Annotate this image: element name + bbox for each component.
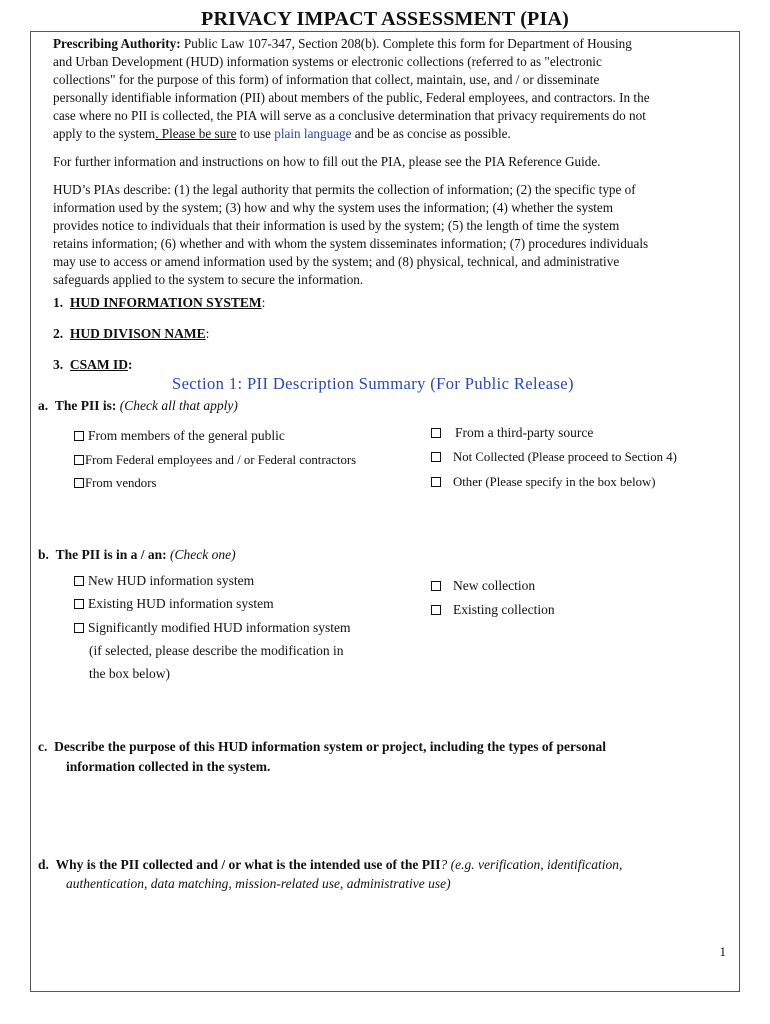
question-hint: ? (e.g. verification, identification, [440, 857, 623, 872]
section-1-heading: Section 1: PII Description Summary (For Public Release) [172, 374, 574, 393]
intro-line: and Urban Development (HUD) information systems or electronic collections (referred to as "electronic [53, 54, 602, 69]
item-number: 1. [53, 295, 64, 310]
question-text: Describe the purpose of this HUD information system or project, including the types of personal [54, 739, 606, 754]
item-suffix: : [261, 295, 266, 310]
further-info-text: For further information and instructions on how to fill out the PIA, please see the PIA Reference Guide. [53, 154, 601, 169]
intro-line: collections" for the purpose of this form) of information that collect, maintain, use, and / or disseminate [53, 72, 600, 87]
option-label: From members of the general public [88, 428, 285, 443]
intro-line: case where no PII is collected, the PIA will serve as a conclusive determination that privacy requirements do not [53, 108, 646, 123]
option-label: Existing HUD information system [88, 596, 274, 611]
checkbox[interactable] [431, 452, 441, 462]
option-third-party[interactable] [431, 425, 593, 441]
checkbox[interactable] [431, 477, 441, 487]
option-new-hud-system[interactable] [74, 573, 254, 589]
question-c [38, 739, 606, 755]
option-label: Significantly modified HUD information system [88, 620, 351, 635]
question-label: a. [38, 398, 49, 413]
question-label: d. [38, 857, 49, 872]
item-csam-id[interactable] [53, 357, 133, 373]
item-number: 2. [53, 326, 64, 341]
checkbox[interactable] [74, 455, 84, 465]
option-not-collected[interactable] [431, 450, 677, 465]
intro-line: to use [236, 126, 275, 141]
option-label: From vendors [85, 476, 157, 490]
option-label: New collection [453, 578, 536, 593]
option-general-public[interactable] [74, 428, 285, 444]
item-label: HUD DIVISON NAME [69, 326, 206, 341]
item-suffix: : [205, 326, 210, 341]
item-number: 3. [53, 357, 64, 372]
plain-language-link[interactable]: plain language [274, 126, 352, 141]
describe-line: may use to access or amend information used by the system; and (8) physical, technical, and administrative [53, 254, 620, 269]
modification-note: (if selected, please describe the modification in [89, 643, 344, 658]
question-text: The PII is in a / an: [55, 547, 167, 562]
question-d-continued [66, 876, 451, 892]
item-hud-division-name[interactable] [53, 326, 209, 342]
option-vendors[interactable] [74, 476, 156, 491]
authority-label: Prescribing Authority: [53, 36, 181, 51]
checkbox[interactable] [431, 581, 441, 591]
describe-paragraph [53, 181, 708, 289]
option-existing-hud-system[interactable] [74, 596, 274, 612]
option-new-collection[interactable] [431, 578, 535, 594]
checkbox[interactable] [74, 623, 84, 633]
option-label: From a third-party source [455, 425, 594, 440]
checkbox[interactable] [431, 428, 441, 438]
intro-line: apply to the system [53, 126, 156, 141]
question-b [38, 547, 236, 563]
page-number: 1 [719, 944, 726, 959]
question-label: b. [38, 547, 49, 562]
checkbox[interactable] [431, 605, 441, 615]
modification-note: the box below) [89, 666, 170, 681]
checkbox[interactable] [74, 599, 84, 609]
option-label: Existing collection [453, 602, 555, 617]
question-c-continued: information collected in the system. [66, 759, 271, 774]
describe-line: provides notice to individuals that their information is used by the system; (5) the length of time the system [53, 218, 620, 233]
question-a [38, 398, 238, 414]
option-existing-collection[interactable] [431, 602, 555, 618]
intro-line: and be as concise as possible. [351, 126, 511, 141]
item-label: CSAM ID [69, 357, 129, 372]
question-label: c. [38, 739, 48, 754]
item-label: HUD INFORMATION SYSTEM [69, 295, 262, 310]
intro-line: Public Law 107-347, Section 208(b). Complete this form for Department of Housing [180, 36, 632, 51]
question-text: Why is the PII collected and / or what is the intended use of the PII [55, 857, 441, 872]
item-suffix: : [128, 357, 133, 372]
describe-line: HUD’s PIAs describe: (1) the legal authority that permits the collection of information; (2) the specific type of [53, 182, 636, 197]
option-label: From Federal employees and / or Federal contractors [85, 453, 357, 467]
form-border [30, 31, 740, 992]
describe-line: retains information; (6) whether and with whom the system disseminates information; (7) procedures individuals [53, 236, 649, 251]
describe-line: safeguards applied to the system to secure the information. [53, 272, 364, 287]
question-hint: (Check all that apply) [119, 398, 238, 413]
intro-paragraph [53, 35, 708, 143]
item-hud-information-system[interactable] [53, 295, 265, 311]
checkbox[interactable] [74, 478, 84, 488]
question-hint: authentication, data matching, mission-related use, administrative use) [66, 876, 451, 891]
option-label: Not Collected (Please proceed to Section 4) [453, 450, 677, 464]
please-be-sure-text: . Please be sure [155, 126, 237, 141]
question-d [38, 857, 622, 873]
intro-line: personally identifiable information (PII) about members of the public, Federal employees, and contractors. In the [53, 90, 650, 105]
option-federal-employees[interactable] [74, 453, 356, 468]
option-other[interactable] [431, 475, 656, 490]
checkbox[interactable] [74, 431, 84, 441]
document-title: PRIVACY IMPACT ASSESSMENT (PIA) [201, 8, 569, 30]
option-label: New HUD information system [88, 573, 255, 588]
describe-line: information used by the system; (3) how and why the system uses the information; (4) whether the system [53, 200, 613, 215]
checkbox[interactable] [74, 576, 84, 586]
question-hint: (Check one) [170, 547, 236, 562]
question-text: The PII is: [54, 398, 117, 413]
option-modified-hud-system[interactable] [74, 620, 350, 636]
option-label: Other (Please specify in the box below) [453, 475, 656, 489]
